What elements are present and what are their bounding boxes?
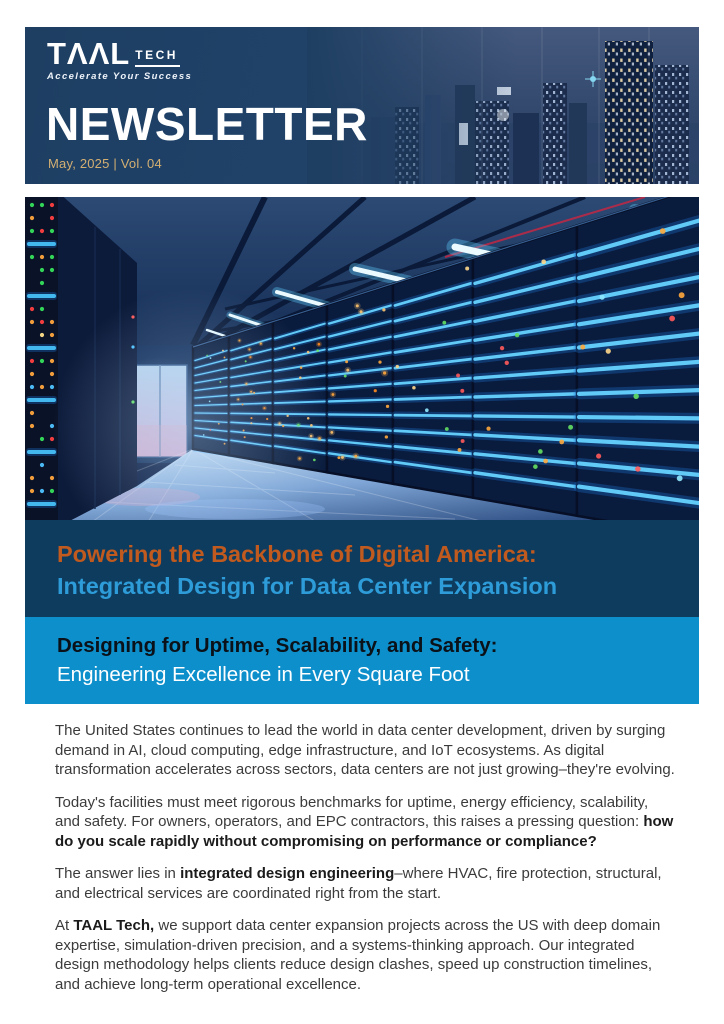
subheadline-line2: Engineering Excellence in Every Square Foot — [57, 663, 470, 686]
page-content — [25, 27, 699, 1007]
brand-suffix: TECH — [135, 48, 180, 67]
brand-logo — [47, 36, 193, 83]
subheadline-band — [25, 617, 699, 704]
headline-band — [25, 520, 699, 617]
paragraph-3: The answer lies in integrated design engineering–where HVAC, fire protection, structural, and electrical services are coordinated right from the start. — [55, 865, 662, 902]
brand-wordmark: TΛΛL — [47, 36, 131, 71]
newsletter-title: NEWSLETTER — [46, 98, 368, 150]
bold-integrated-design: integrated design engineering — [180, 865, 395, 882]
subheadline-line1: Designing for Uptime, Scalability, and Safety: — [57, 634, 498, 657]
article-body — [25, 704, 699, 994]
hero-image-datacenter — [25, 197, 699, 520]
masthead — [25, 27, 699, 184]
led-rack-left — [25, 197, 58, 520]
headline-line2: Integrated Design for Data Center Expansion — [57, 573, 558, 599]
paragraph-4: At TAAL Tech, we support data center expansion projects across the US with deep domain expertise, simulation-driven precision, and a systems-thinking approach. Our integrated design methodology helps clients reduce design clashes, speed up construction timelines, and achieve long-term operational excellence. — [55, 917, 661, 993]
bold-question: how do you scale rapidly without compromising on performance or compliance? — [55, 813, 674, 850]
bold-taal-tech: TAAL Tech, — [73, 917, 155, 934]
headline-line1: Powering the Backbone of Digital America: — [57, 541, 537, 567]
brand-tagline: Accelerate Your Success — [47, 71, 193, 83]
paragraph-2: Today's facilities must meet rigorous benchmarks for uptime, energy efficiency, scalability, and safety. For owners, operators, and EPC contractors, this raises a pressing question: how do you scale rapidly without compromising on performance or compliance? — [55, 793, 674, 850]
issue-date: May, 2025 | Vol. 04 — [48, 156, 162, 171]
paragraph-1: The United States continues to lead the world in data center development, driven by surging demand in AI, cloud computing, edge infrastructure, and IoT ecosystems. As digital transformation accelerates across sectors, data centers are not just growing–they're evolving. — [55, 722, 675, 778]
